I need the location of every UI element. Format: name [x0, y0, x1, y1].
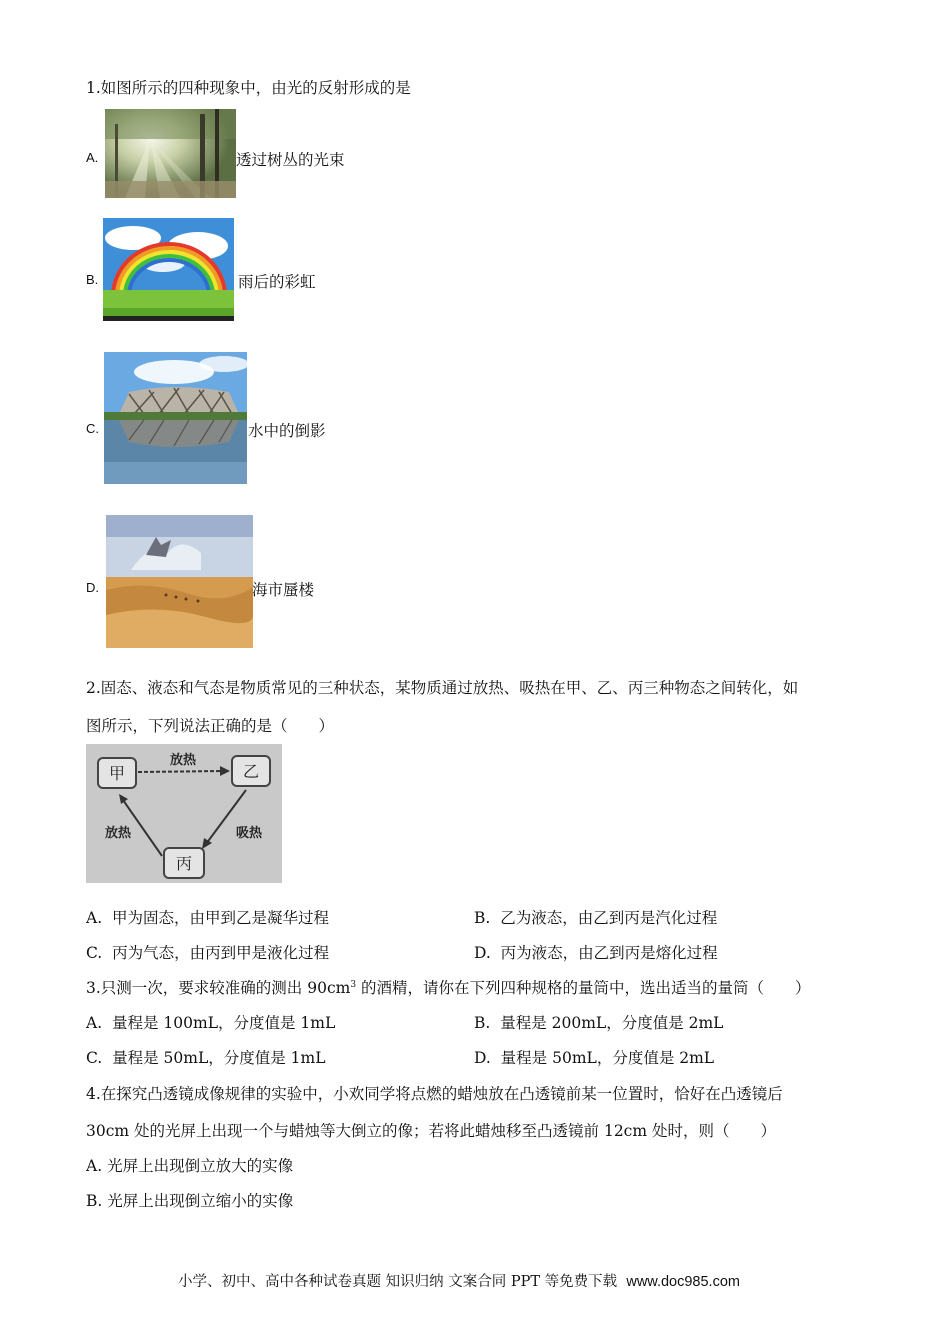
q3-option-b-text: 量程是 200mL，分度值是 2mL — [500, 1014, 724, 1032]
forest-light-image — [105, 109, 236, 198]
q3-stem-post: 的酒精，请你在下列四种规格的量筒中，选出适当的量筒（ ） — [356, 979, 811, 997]
q2-stem-line2: 图所示，下列说法正确的是（ ） — [86, 717, 335, 735]
q2-option-d — [474, 941, 718, 963]
node-yi: 乙 — [242, 762, 260, 781]
water-reflection-image — [104, 352, 247, 484]
node-jia: 甲 — [108, 764, 126, 783]
rainbow-image — [103, 218, 234, 321]
q3-stem-pre: 3.只测一次，要求较准确的测出 90cm — [86, 979, 351, 997]
q3-option-c-label: C. — [86, 1049, 103, 1067]
q4-option-b-label: B. — [86, 1192, 103, 1210]
q3-stem-sup: 3 — [350, 979, 357, 990]
footer-text: 小学、初中、高中各种试卷真题 知识归纳 文案合同 PPT 等免费下载 — [178, 1274, 618, 1290]
q2-option-d-text: 丙为液态，由乙到丙是熔化过程 — [500, 944, 718, 962]
footer-url[interactable]: www.doc985.com — [626, 1274, 740, 1290]
mirage-image — [106, 515, 253, 648]
q2-option-a — [86, 906, 329, 928]
state-change-diagram — [86, 744, 282, 883]
q4-option-a — [86, 1154, 293, 1176]
q1-option-d-text: 海市蜃楼 — [252, 581, 315, 599]
q2-option-c-text: 丙为气态，由丙到甲是液化过程 — [112, 944, 330, 962]
q1-option-b-text: 雨后的彩虹 — [238, 273, 316, 291]
q3-option-b-label: B. — [474, 1014, 491, 1032]
q4-stem-line1: 4.在探究凸透镜成像规律的实验中，小欢同学将点燃的蜡烛放在凸透镜前某一位置时，恰好在凸透镜后 — [86, 1085, 783, 1103]
q2-option-b-text: 乙为液态，由乙到丙是汽化过程 — [500, 909, 718, 927]
edge-jia-yi-label: 放热 — [169, 753, 197, 768]
q1-stem: 1.如图所示的四种现象中，由光的反射形成的是 — [86, 79, 411, 97]
q3-option-a — [86, 1011, 335, 1033]
q3-option-d-label: D. — [474, 1049, 491, 1067]
q3-option-c-text: 量程是 50mL，分度值是 1mL — [112, 1049, 326, 1067]
q2-option-b-label: B. — [474, 909, 491, 927]
q1-option-c-text: 水中的倒影 — [248, 422, 326, 440]
q2-option-d-label: D. — [474, 944, 491, 962]
q2-option-c — [86, 941, 329, 963]
q3-option-a-label: A. — [86, 1014, 103, 1032]
q3-stem — [86, 976, 811, 998]
edge-bing-jia-label: 放热 — [104, 826, 132, 841]
q1-option-b-label: B. — [86, 272, 99, 287]
q3-option-d — [474, 1046, 714, 1068]
q2-option-a-label: A. — [86, 909, 103, 927]
edge-yi-bing-label: 吸热 — [235, 826, 263, 841]
q4-option-b — [86, 1189, 293, 1211]
q3-option-a-text: 量程是 100mL，分度值是 1mL — [111, 1014, 336, 1032]
q2-option-a-text: 甲为固态，由甲到乙是凝华过程 — [111, 909, 329, 927]
q3-option-b — [474, 1011, 723, 1033]
q1-option-c-label: C. — [86, 421, 99, 436]
q2-stem-line1: 2.固态、液态和气态是物质常见的三种状态，某物质通过放热、吸热在甲、乙、丙三种物态之间转化，如 — [86, 679, 799, 697]
q1-option-d-label: D. — [86, 580, 99, 595]
q3-option-d-text: 量程是 50mL，分度值是 2mL — [500, 1049, 715, 1067]
node-bing: 丙 — [175, 854, 193, 873]
q4-option-a-label: A. — [86, 1157, 103, 1175]
q2-option-b — [474, 906, 717, 928]
q3-option-c — [86, 1046, 326, 1068]
q4-option-b-text: 光屏上出现倒立缩小的实像 — [107, 1192, 294, 1210]
q4-option-a-text: 光屏上出现倒立放大的实像 — [107, 1157, 294, 1175]
q1-option-a-label: A. — [86, 150, 99, 165]
q1-option-a-text: 透过树丛的光束 — [236, 151, 345, 169]
q2-option-c-label: C. — [86, 944, 103, 962]
page-footer — [178, 1270, 740, 1291]
q4-stem-line2: 30cm 处的光屏上出现一个与蜡烛等大倒立的像；若将此蜡烛移至凸透镜前 12cm 处时，则（ ） — [86, 1122, 776, 1140]
